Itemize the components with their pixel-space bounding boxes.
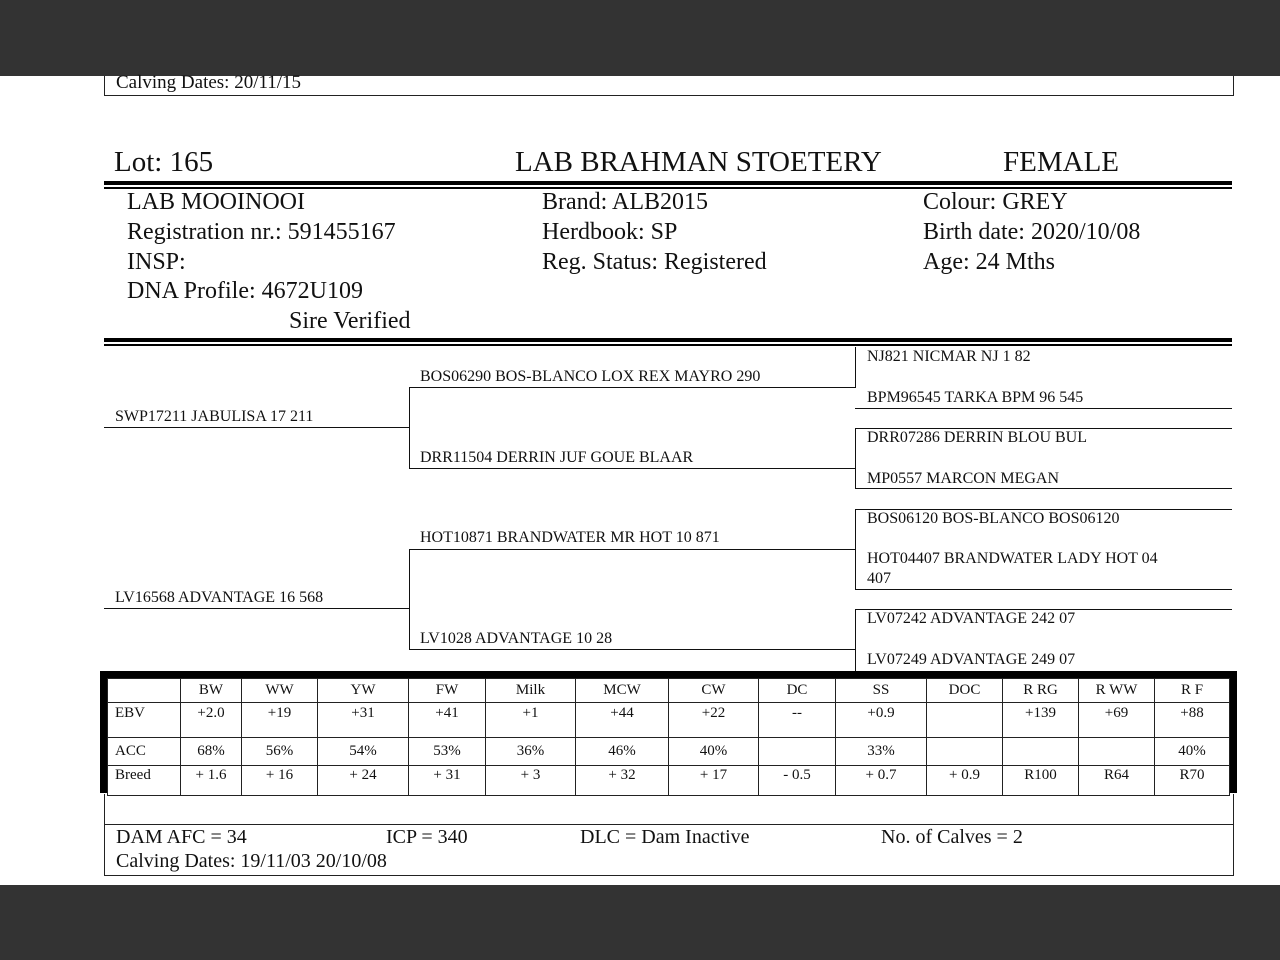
pedigree-sire-dam: DRR11504 DERRIN JUF GOUE BLAAR [420,449,694,466]
ebv-cell: 53% [409,738,486,766]
pedigree-dam-dam: LV1028 ADVANTAGE 10 28 [420,630,613,647]
pedigree-line [855,488,1232,489]
ebv-header: WW [242,679,318,703]
pedigree-connector [409,549,410,649]
insp: INSP: [127,249,186,275]
ebv-cell: +139 [1003,703,1079,738]
dlc: DLC = Dam Inactive [580,826,750,848]
ebv-cell: +88 [1155,703,1230,738]
ebv-cell: + 0.9 [927,766,1003,796]
ebv-cell [1079,738,1155,766]
ebv-cell: 33% [836,738,927,766]
pedigree-line [855,509,1232,510]
dam-summary-divider [104,824,1234,825]
birth-date: Birth date: 2020/10/08 [923,219,1141,245]
brand: Brand: ALB2015 [542,189,708,215]
pedigree-line [409,549,856,550]
ebv-cell [759,738,836,766]
ebv-cell: - 0.5 [759,766,836,796]
dam-afc: DAM AFC = 34 [116,826,247,848]
ebv-cell: +2.0 [181,703,242,738]
pedigree-connector [855,347,856,387]
pedigree-gen3: MP0557 MARCON MEGAN [867,470,1060,487]
ebv-cell: +19 [242,703,318,738]
ebv-cell: +31 [318,703,409,738]
ebv-cell: EBV [108,703,181,738]
ebv-cell: 56% [242,738,318,766]
number-of-calves: No. of Calves = 2 [881,826,1023,848]
pedigree-gen3: LV07249 ADVANTAGE 249 07 [867,651,1076,668]
header-rule [104,181,1232,185]
previous-calving-dates: Calving Dates: 20/11/15 [116,72,302,93]
ebv-cell: +22 [669,703,759,738]
ebv-header: R WW [1079,679,1155,703]
pedigree-dam-sire: HOT10871 BRANDWATER MR HOT 10 871 [420,529,720,546]
pedigree-gen3: NJ821 NICMAR NJ 1 82 [867,348,1031,365]
ebv-cell: + 3 [486,766,576,796]
ebv-cell: +69 [1079,703,1155,738]
document-page [0,72,1280,885]
pedigree-gen3: 407 [867,570,891,587]
ebv-header: FW [409,679,486,703]
ebv-header: DOC [927,679,1003,703]
animal-name: LAB MOOINOOI [127,189,305,215]
ebv-table [107,678,1230,796]
ebv-cell: 40% [1155,738,1230,766]
pedigree-connector [855,609,856,671]
pedigree-connector [855,428,856,488]
herdbook: Herdbook: SP [542,219,678,245]
ebv-header: SS [836,679,927,703]
ebv-row-ebv [108,703,1230,738]
info-rule [104,338,1232,342]
ebv-cell: -- [759,703,836,738]
dna-profile: DNA Profile: 4672U109 [127,278,363,304]
pedigree-line [104,608,410,609]
pedigree-line [855,428,1232,429]
ebv-cell [927,703,1003,738]
sire-verified: Sire Verified [289,308,411,334]
ebv-header-row [108,679,1230,703]
farm-name: LAB BRAHMAN STOETERY [515,146,882,178]
ebv-cell: + 0.7 [836,766,927,796]
ebv-cell [927,738,1003,766]
pedigree-line [409,387,856,388]
ebv-header [108,679,181,703]
ebv-cell: 54% [318,738,409,766]
pedigree-gen3: LV07242 ADVANTAGE 242 07 [867,610,1076,627]
ebv-cell: + 17 [669,766,759,796]
pedigree-gen3: BPM96545 TARKA BPM 96 545 [867,389,1084,406]
ebv-cell: 40% [669,738,759,766]
ebv-cell: +44 [576,703,669,738]
ebv-cell: R64 [1079,766,1155,796]
ebv-header: YW [318,679,409,703]
viewer-bottom-bar [0,885,1280,960]
pedigree-line [409,649,856,650]
reg-status: Reg. Status: Registered [542,249,767,275]
ebv-row-acc [108,738,1230,766]
ebv-cell: + 31 [409,766,486,796]
pedigree-line [104,427,410,428]
colour: Colour: GREY [923,189,1068,215]
ebv-cell [1003,738,1079,766]
ebv-cell: +41 [409,703,486,738]
ebv-header: MCW [576,679,669,703]
pedigree-sire-sire: BOS06290 BOS-BLANCO LOX REX MAYRO 290 [420,368,761,385]
icp: ICP = 340 [386,826,468,848]
ebv-cell: R100 [1003,766,1079,796]
ebv-cell: 36% [486,738,576,766]
calving-dates: Calving Dates: 19/11/03 20/10/08 [116,850,387,872]
ebv-cell: Breed [108,766,181,796]
ebv-cell: 68% [181,738,242,766]
ebv-cell: 46% [576,738,669,766]
info-rule-thin [104,344,1232,346]
ebv-cell: + 24 [318,766,409,796]
animal-sex: FEMALE [1003,146,1119,178]
ebv-cell: ACC [108,738,181,766]
viewer-top-bar [0,0,1280,76]
ebv-header: CW [669,679,759,703]
pedigree-gen3: DRR07286 DERRIN BLOU BUL [867,429,1088,446]
ebv-header: Milk [486,679,576,703]
pedigree-line [855,408,1232,409]
pedigree-gen3: HOT04407 BRANDWATER LADY HOT 04 [867,550,1158,567]
ebv-cell: + 16 [242,766,318,796]
pedigree-connector [855,509,856,589]
ebv-header: R RG [1003,679,1079,703]
ebv-header: R F [1155,679,1230,703]
ebv-header: DC [759,679,836,703]
pedigree-line [855,609,1232,610]
ebv-row-breed [108,766,1230,796]
ebv-cell: +1 [486,703,576,738]
lot-number: Lot: 165 [114,146,214,178]
registration-number: Registration nr.: 591455167 [127,219,396,245]
ebv-header: BW [181,679,242,703]
pedigree-gen3: BOS06120 BOS-BLANCO BOS06120 [867,510,1120,527]
pedigree-sire: SWP17211 JABULISA 17 211 [115,408,314,425]
ebv-cell: +0.9 [836,703,927,738]
ebv-cell: + 32 [576,766,669,796]
ebv-cell: + 1.6 [181,766,242,796]
ebv-cell: R70 [1155,766,1230,796]
pedigree-connector [409,387,410,468]
pedigree-dam: LV16568 ADVANTAGE 16 568 [115,589,324,606]
pedigree-line [409,468,856,469]
age: Age: 24 Mths [923,249,1055,275]
pedigree-line [855,589,1232,590]
